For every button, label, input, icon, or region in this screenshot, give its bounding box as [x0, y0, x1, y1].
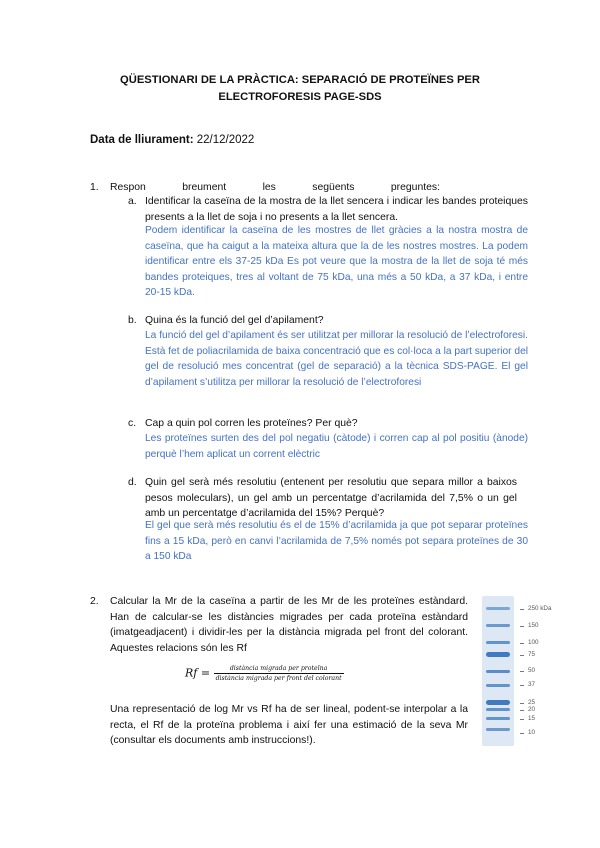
marker-label: 25: [528, 699, 536, 706]
q1b-question: Quina és la funció del gel d’apilament?: [145, 315, 324, 326]
marker-label: 37: [528, 681, 536, 688]
marker-label: 50: [528, 667, 536, 674]
delivery-date: [90, 134, 254, 146]
gel-band: [486, 652, 510, 657]
formula-numerator: distància migrada per proteïna: [214, 665, 344, 674]
gel-band: [486, 641, 510, 644]
gel-band: [486, 607, 510, 610]
marker-tick: [520, 626, 524, 627]
q1b-answer: La funció del gel d’apilament és ser utilitzat per millorar la resolució de l’electroforesi. Està fet de poliacrilamida de baixa concentració que es col·loca a la part superior del gel de resolució mes concentrat (gel de separació) a la tècnica SDS-PAGE. El gel d’apilament s’utilitza per millorar la resolució de l’electroforesi: [145, 330, 528, 388]
page-title: [60, 72, 540, 106]
marker-label: 100: [528, 639, 539, 646]
title-line-2: ELECTROFORESIS PAGE-SDS: [218, 91, 382, 103]
gel-band: [486, 717, 510, 720]
marker-tick: [520, 703, 524, 704]
marker-tick: [520, 710, 524, 711]
q1a-answer: Podem identificar la caseïna de les mostres de llet gràcies a la nostra mostra de caseïna, que ha caigut a la mateixa altura que la de les nostres mostres. La podem identificar entre els 37-25 kDa Es pot veure que la mostra de la llet de soja té més bandes proteiques, tres al voltant de 75 kDa, una més a 50 kDa, a 37 kDa, i entre 20-15 kDa.: [145, 225, 528, 299]
q1b-letter: b.: [128, 315, 137, 326]
q2-text: Calcular la Mr de la caseïna a partir de les Mr de les proteïnes estàndard. Han de calcular-se les distàncies migrades per cada proteïna estàndard (imatgeadjacent) i dividir-les per la distància migrada pel front del colorant. Aquestes relacions són les Rf: [110, 596, 468, 654]
date-label: Data de lliurament:: [90, 134, 194, 146]
marker-label: 10: [528, 729, 536, 736]
gel-band: [486, 624, 510, 627]
date-value: 22/12/2022: [196, 134, 255, 146]
formula-lhs: Rf =: [185, 666, 211, 680]
gel-band: [486, 670, 510, 673]
rf-formula: [185, 665, 344, 682]
formula-fraction: [214, 665, 344, 682]
marker-label: 75: [528, 651, 536, 658]
q1a-question: Identificar la caseïna de la mostra de la llet sencera i indicar les bandes proteiques presents a la llet de soja i no presents a la llet sencera.: [145, 196, 528, 223]
marker-label: 15: [528, 715, 536, 722]
q1-word: les: [262, 182, 276, 193]
marker-tick: [520, 655, 524, 656]
q1c-letter: c.: [128, 418, 137, 429]
q1-word: Respon: [110, 182, 146, 193]
q1-word: breument: [182, 182, 227, 193]
q1-word: següents: [312, 182, 355, 193]
gel-band: [486, 700, 510, 705]
gel-band: [486, 728, 510, 731]
marker-label: 150: [528, 622, 539, 629]
q1d-question: Quin gel serà més resolutiu (entenent per resolutiu que separa millor a baixos pesos moleculars), un gel amb un percentatge d’acrilamida del 7,5% o un gel amb un percentatge d’acrilamida del 15%? Perquè?: [145, 477, 517, 519]
q1-word: preguntes:: [390, 182, 440, 193]
gel-band: [486, 684, 510, 687]
q1d-letter: d.: [128, 477, 137, 488]
marker-label: 20: [528, 706, 536, 713]
marker-tick: [520, 609, 524, 610]
q2-text-2: Una representació de log Mr vs Rf ha de ser lineal, podent-se interpolar a la recta, el Rf de la proteïna problema i així fer una estimació de la seva Mr (consultar els documents amb instruccions!).: [110, 704, 468, 746]
marker-tick: [520, 685, 524, 686]
marker-label: 250 kDa: [528, 605, 552, 612]
formula-denominator: distància migrada per front del colorant: [215, 675, 342, 682]
q1d-answer: El gel que serà més resolutiu és el de 15% d’acrilamida ja que pot separar proteïnes fins a 15 kDa, però en canvi l’acrilamida de 7,5% només pot separa proteïnes de 30 a 150 kDa: [145, 520, 528, 563]
q1a-letter: a.: [128, 196, 137, 207]
marker-tick: [520, 671, 524, 672]
marker-tick: [520, 719, 524, 720]
q1-number: 1.: [90, 182, 99, 193]
q1c-answer: Les proteïnes surten des del pol negatiu (càtode) i corren cap al pol positiu (ànode) perquè l’hem aplicat un corrent elèctric: [145, 433, 528, 460]
q2-number: 2.: [90, 596, 99, 607]
q1c-question: Cap a quin pol corren les proteïnes? Per què?: [145, 418, 358, 429]
gel-band: [486, 708, 510, 711]
gel-ladder-image: [482, 596, 514, 746]
marker-tick: [520, 733, 524, 734]
marker-tick: [520, 643, 524, 644]
title-line-1: QÜESTIONARI DE LA PRÀCTICA: SEPARACIÓ DE PROTEÏNES PER: [120, 74, 480, 86]
